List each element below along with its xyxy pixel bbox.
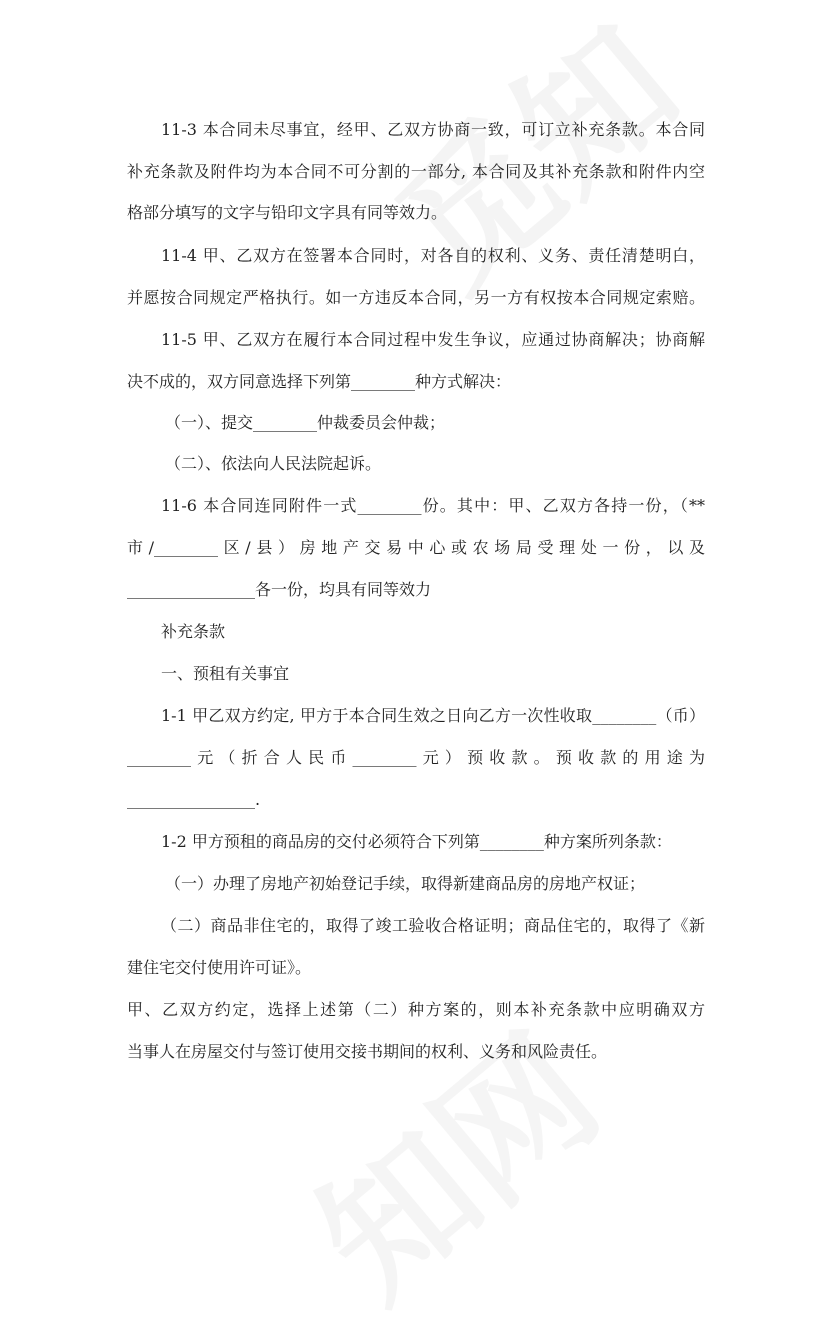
paragraph-line: （二）、依法向人民法院起诉。 xyxy=(165,454,382,473)
paragraph-line: 格部分填写的文字与铅印文字具有同等效力。 xyxy=(127,203,448,222)
paragraph-line: 决不成的，双方同意选择下列第________种方式解决： xyxy=(127,372,512,391)
paragraph-line: 补充条款及附件均为本合同不可分割的一部分, 本合同及其补充条款和附件内空 xyxy=(127,162,705,181)
section-heading: 补充条款 xyxy=(161,622,226,641)
paragraph-line: 建住宅交付使用许可证》。 xyxy=(127,958,312,977)
paragraph-line: ________元（折合人民币________元）预收款。预收款的用途为 xyxy=(127,748,705,767)
paragraph-line: 甲、乙双方约定，选择上述第（二）种方案的，则本补充条款中应明确双方 xyxy=(127,1000,705,1019)
paragraph-line: 并愿按合同规定严格执行。如一方违反本合同，另一方有权按本合同规定索赔。 xyxy=(127,288,705,307)
section-heading: 一、预租有关事宜 xyxy=(161,664,290,683)
paragraph-line: 市/________区/县）房地产交易中心或农场局受理处一份，以及 xyxy=(127,538,705,557)
paragraph-line: ________________各一份，均具有同等效力 xyxy=(127,580,432,599)
watermark xyxy=(266,979,635,1337)
paragraph-line: 11-5 甲、乙双方在履行本合同过程中发生争议，应通过协商解决；协商解 xyxy=(161,330,705,349)
paragraph-line: 11-6 本合同连同附件一式________份。其中：甲、乙双方各持一份，（** xyxy=(161,496,705,515)
paragraph-line: （二）商品非住宅的，取得了竣工验收合格证明；商品住宅的，取得了《新 xyxy=(161,916,705,935)
paragraph-line: （一）、提交________仲裁委员会仲裁； xyxy=(165,413,446,432)
paragraph-line: 1-1 甲乙双方约定, 甲方于本合同生效之日向乙方一次性收取________（币） xyxy=(161,706,705,725)
paragraph-line: 11-3 本合同未尽事宜，经甲、乙双方协商一致，可订立补充条款。本合同 xyxy=(161,120,705,139)
paragraph-line: 1-2 甲方预租的商品房的交付必须符合下列第________种方案所列条款： xyxy=(161,832,672,851)
paragraph-line: 当事人在房屋交付与签订使用交接书期间的权利、义务和风险责任。 xyxy=(127,1042,608,1061)
paragraph-line: ________________. xyxy=(127,790,261,809)
paragraph-line: 11-4 甲、乙双方在签署本合同时，对各自的权利、义务、责任清楚明白， xyxy=(161,246,705,265)
paragraph-line: （一）办理了房地产初始登记手续，取得新建商品房的房地产权证； xyxy=(165,874,646,893)
